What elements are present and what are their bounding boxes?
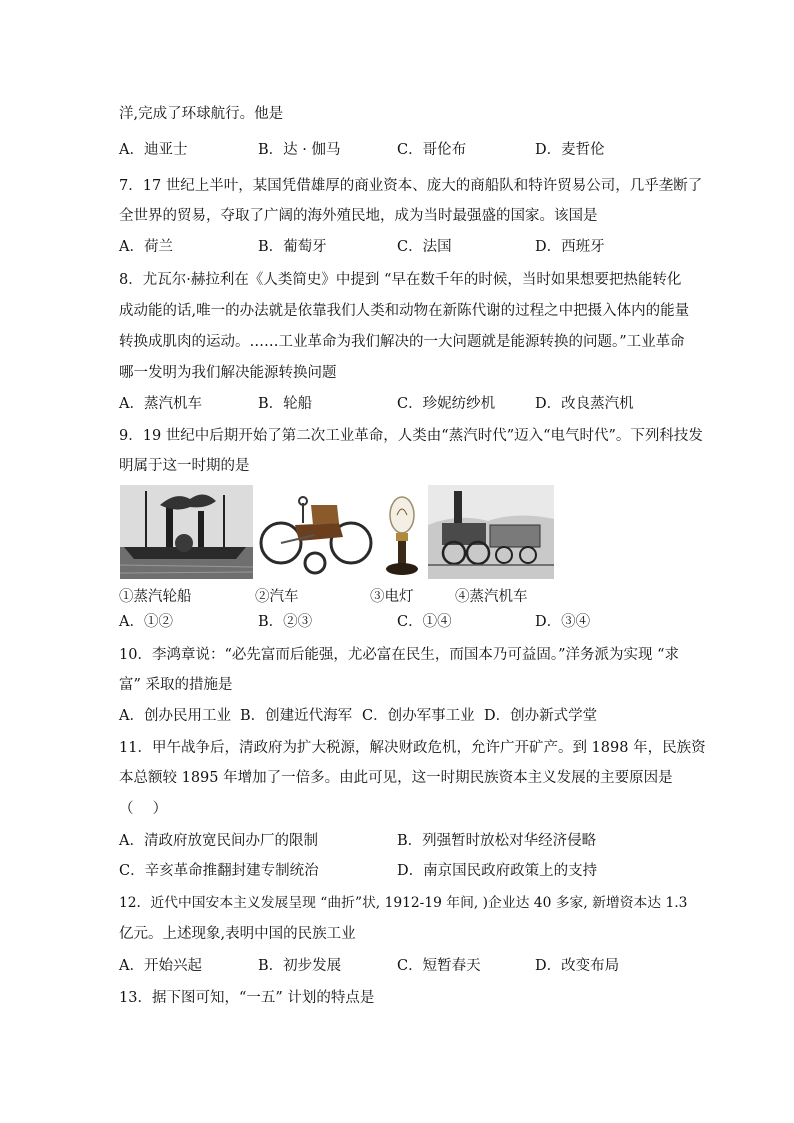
q10-option-a: A．创办民用工业 bbox=[119, 708, 231, 724]
q8-option-d: D．改良蒸汽机 bbox=[535, 396, 634, 412]
q9-option-c: C．①④ bbox=[397, 614, 452, 630]
question-7-stem: 7．17 世纪上半叶，某国凭借雄厚的商业资本、庞大的商船队和特许贸易公司，几乎垄断了 bbox=[119, 178, 703, 194]
question-10-stem: 10．李鸿章说：“必先富而后能强，尤必富在民生，而国本乃可益固。”洋务派为实现 “求 bbox=[119, 647, 680, 663]
q9-caption-4: ④蒸汽机车 bbox=[455, 589, 528, 605]
question-8-stem-4: 哪一发明为我们解决能源转换问题 bbox=[119, 365, 337, 381]
q7-option-c: C．法国 bbox=[397, 239, 452, 255]
q10-option-c: C．创办军事工业 bbox=[362, 708, 475, 724]
q6-option-a: A．迪亚士 bbox=[119, 142, 188, 158]
q9-option-d: D．③④ bbox=[535, 614, 591, 630]
question-13-stem: 13．据下图可知，“一五” 计划的特点是 bbox=[119, 990, 375, 1006]
q9-caption-2: ②汽车 bbox=[255, 589, 299, 605]
q7-option-d: D．西班牙 bbox=[535, 239, 605, 255]
question-11-stem: 11．甲午战争后，清政府为扩大税源，解决财政危机，允许广开矿产。到 1898 年，民族资 bbox=[119, 740, 706, 756]
q7-option-b: B．葡萄牙 bbox=[258, 239, 327, 255]
q11-option-d: D．南京国民政府政策上的支持 bbox=[397, 863, 598, 879]
q11-option-c: C．辛亥革命推翻封建专制统治 bbox=[119, 863, 319, 879]
question-9-stem: 9．19 世纪中后期开始了第二次工业革命，人类由“蒸汽时代”迈入“电气时代”。下列科技发 bbox=[119, 428, 703, 444]
electric-lamp-image bbox=[378, 485, 426, 579]
q9-option-b: B．②③ bbox=[258, 614, 313, 630]
q12-option-b: B．初步发展 bbox=[258, 958, 342, 974]
q10-option-b: B．创建近代海军 bbox=[240, 708, 353, 724]
q9-caption-3: ③电灯 bbox=[370, 589, 414, 605]
question-11-stem-2: 本总额较 1895 年增加了一倍多。由此可见，这一时期民族资本主义发展的主要原因是 bbox=[119, 770, 673, 786]
q9-option-a: A．①② bbox=[119, 614, 173, 630]
q6-option-b: B．达 · 伽马 bbox=[258, 142, 341, 158]
q8-option-a: A．蒸汽机车 bbox=[119, 396, 202, 412]
q8-option-c: C．珍妮纺纱机 bbox=[397, 396, 496, 412]
q11-option-a: A．清政府放宽民间办厂的限制 bbox=[119, 833, 318, 849]
q6-option-d: D．麦哲伦 bbox=[535, 142, 605, 158]
q6-option-c: C．哥伦布 bbox=[397, 142, 467, 158]
question-12-stem: 12．近代中国安本主义发展呈现 “曲折”状, 1912-19 年间, )企业达 40 多家, 新增资本达 1.3 bbox=[119, 895, 688, 911]
q11-option-b: B．列强暂时放松对华经济侵略 bbox=[397, 833, 597, 849]
question-10-stem-2: 富” 采取的措施是 bbox=[119, 677, 233, 693]
q12-option-c: C．短暂春天 bbox=[397, 958, 481, 974]
steam-locomotive-image bbox=[428, 485, 554, 579]
steamship-image bbox=[120, 485, 253, 579]
q7-option-a: A．荷兰 bbox=[119, 239, 173, 255]
question-12-stem-2: 亿元。上述现象,表明中国的民族工业 bbox=[119, 926, 356, 942]
question-8-stem-2: 成动能的话,唯一的办法就是依靠我们人类和动物在新陈代谢的过程之中把摄入体内的能量 bbox=[119, 303, 690, 319]
q8-option-b: B．轮船 bbox=[258, 396, 313, 412]
question-8-stem-3: 转换成肌肉的运动。……工业革命为我们解决的一大问题就是能源转换的问题。”工业革命 bbox=[119, 334, 685, 350]
question-9-stem-2: 明属于这一时期的是 bbox=[119, 458, 250, 474]
question-8-stem: 8．尤瓦尔·赫拉利在《人类简史》中提到 “早在数千年的时候，当时如果想要把热能转化 bbox=[119, 272, 682, 288]
q10-option-d: D．创办新式学堂 bbox=[484, 708, 598, 724]
q12-option-d: D．改变布局 bbox=[535, 958, 620, 974]
question-7-stem-2: 全世界的贸易，夺取了广阔的海外殖民地，成为当时最强盛的国家。该国是 bbox=[119, 208, 598, 224]
automobile-image bbox=[255, 485, 376, 579]
question-11-answer-blank: （ ） bbox=[119, 801, 168, 817]
q9-caption-1: ①蒸汽轮船 bbox=[119, 589, 192, 605]
q12-option-a: A．开始兴起 bbox=[119, 958, 202, 974]
question-6-stem: 洋,完成了环球航行。他是 bbox=[119, 106, 284, 122]
